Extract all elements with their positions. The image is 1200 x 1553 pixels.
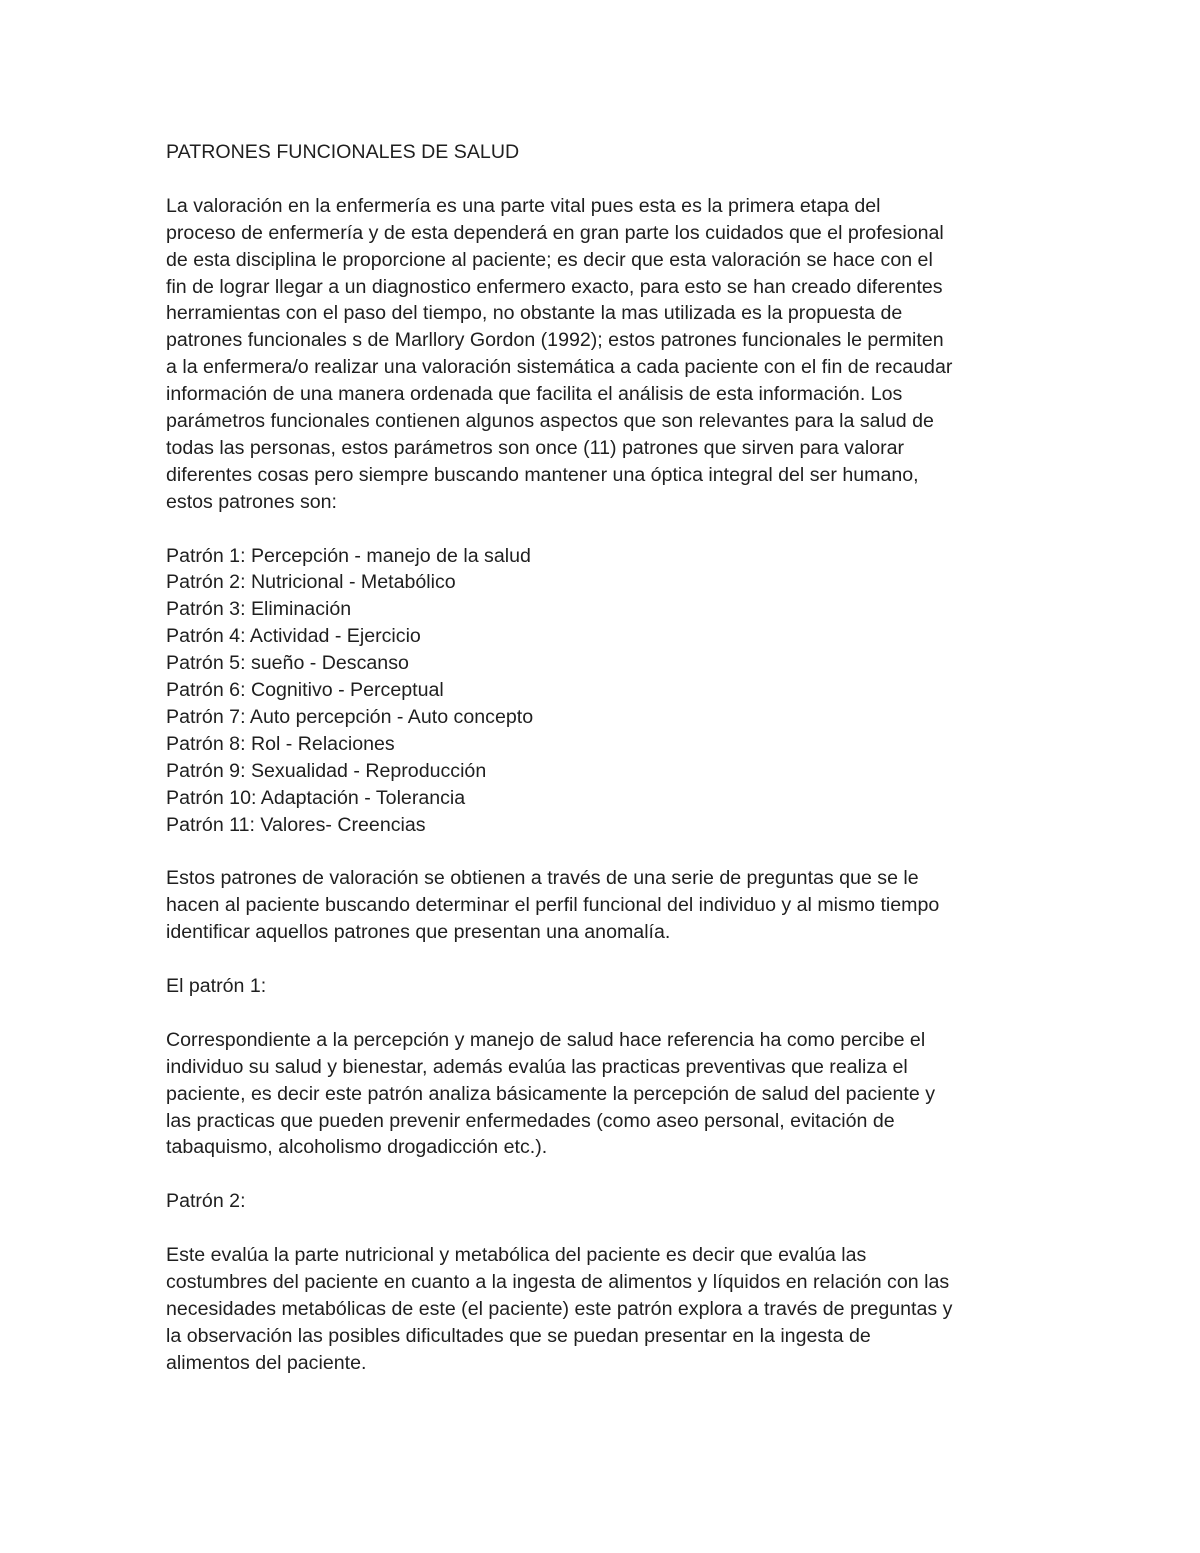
pattern-list-item: Patrón 2: Nutricional - Metabólico (166, 571, 456, 594)
spacer (166, 1000, 1046, 1027)
spacer (166, 166, 1046, 193)
intro-line: todas las personas, estos parámetros son once (11) patrones que sirven para valorar (166, 436, 905, 459)
intro-line: de esta disciplina le proporcione al paciente; es decir que esta valoración se hace con el (166, 248, 933, 271)
pattern-1-line: individuo su salud y bienestar, además evalúa las practicas preventivas que realiza el (166, 1055, 908, 1078)
pattern-list-item: Patrón 10: Adaptación - Tolerancia (166, 786, 466, 809)
pattern-list-item: Patrón 6: Cognitivo - Perceptual (166, 679, 444, 702)
intro-line: diferentes cosas pero siempre buscando mantener una óptica integral del ser humano, (166, 463, 919, 486)
pattern-list (166, 543, 1046, 839)
intro-line: La valoración en la enfermería es una parte vital pues esta es la primera etapa del (166, 194, 881, 217)
intro-line: patrones funcionales s de Marllory Gordon (1992); estos patrones funcionales le permiten (166, 329, 944, 352)
pattern-1-paragraph (166, 1027, 1046, 1162)
pattern-list-item: Patrón 7: Auto percepción - Auto concepto (166, 706, 534, 728)
intro-line: estos patrones son: (166, 490, 338, 513)
pattern-2-line: costumbres del paciente en cuanto a la ingesta de alimentos y líquidos en relación con las (166, 1270, 950, 1293)
intro-line: proceso de enfermería y de esta dependerá en gran parte los cuidados que el profesional (166, 221, 944, 244)
document-body (166, 139, 1046, 1377)
document-title: PATRONES FUNCIONALES DE SALUD (166, 141, 520, 163)
pattern-2-line: alimentos del paciente. (166, 1351, 367, 1374)
method-paragraph (166, 865, 1046, 946)
spacer (166, 839, 1046, 866)
pattern-list-item: Patrón 3: Eliminación (166, 598, 352, 621)
pattern-list-item: Patrón 9: Sexualidad - Reproducción (166, 759, 487, 782)
pattern-list-item: Patrón 5: sueño - Descanso (166, 652, 409, 675)
pattern-2-line: necesidades metabólicas de este (el paciente) este patrón explora a través de preguntas y (166, 1297, 953, 1320)
intro-line: fin de lograr llegar a un diagnostico enfermero exacto, para esto se han creado diferentes (166, 275, 943, 298)
pattern-2-paragraph (166, 1242, 1046, 1377)
pattern-list-item: Patrón 8: Rol - Relaciones (166, 732, 395, 755)
pattern-1-line: paciente, es decir este patrón analiza básicamente la percepción de salud del paciente y (166, 1082, 935, 1105)
method-line: Estos patrones de valoración se obtienen a través de una serie de preguntas que se le (166, 867, 919, 890)
method-line: hacen al paciente buscando determinar el perfil funcional del individuo y al mismo tiempo (166, 894, 940, 917)
pattern-1-line: las practicas que pueden prevenir enfermedades (como aseo personal, evitación de (166, 1109, 895, 1132)
pattern-2-line: Este evalúa la parte nutricional y metabólica del paciente es decir que evalúa las (166, 1244, 867, 1267)
pattern-2-line: la observación las posibles dificultades que se puedan presentar en la ingesta de (166, 1324, 871, 1347)
spacer (166, 1161, 1046, 1188)
spacer (166, 1215, 1046, 1242)
intro-line: herramientas con el paso del tiempo, no obstante la mas utilizada es la propuesta de (166, 302, 903, 325)
intro-line: información de una manera ordenada que facilita el análisis de esta información. Los (166, 383, 903, 406)
method-line: identificar aquellos patrones que presentan una anomalía. (166, 921, 671, 944)
pattern-list-item: Patrón 11: Valores- Creencias (166, 813, 426, 836)
pattern-1-heading: El patrón 1: (166, 975, 267, 998)
spacer (166, 946, 1046, 973)
intro-line: a la enfermera/o realizar una valoración sistemática a cada paciente con el fin de recaudar (166, 356, 953, 379)
pattern-list-item: Patrón 1: Percepción - manejo de la salud (166, 544, 531, 567)
intro-line: parámetros funcionales contienen algunos aspectos que son relevantes para la salud de (166, 410, 934, 433)
pattern-1-line: Correspondiente a la percepción y manejo de salud hace referencia ha como percibe el (166, 1028, 926, 1051)
pattern-list-item: Patrón 4: Actividad - Ejercicio (166, 625, 421, 648)
intro-paragraph (166, 193, 1046, 516)
pattern-2-heading: Patrón 2: (166, 1190, 246, 1213)
pattern-1-line: tabaquismo, alcoholismo drogadicción etc.). (166, 1136, 548, 1159)
spacer (166, 516, 1046, 543)
